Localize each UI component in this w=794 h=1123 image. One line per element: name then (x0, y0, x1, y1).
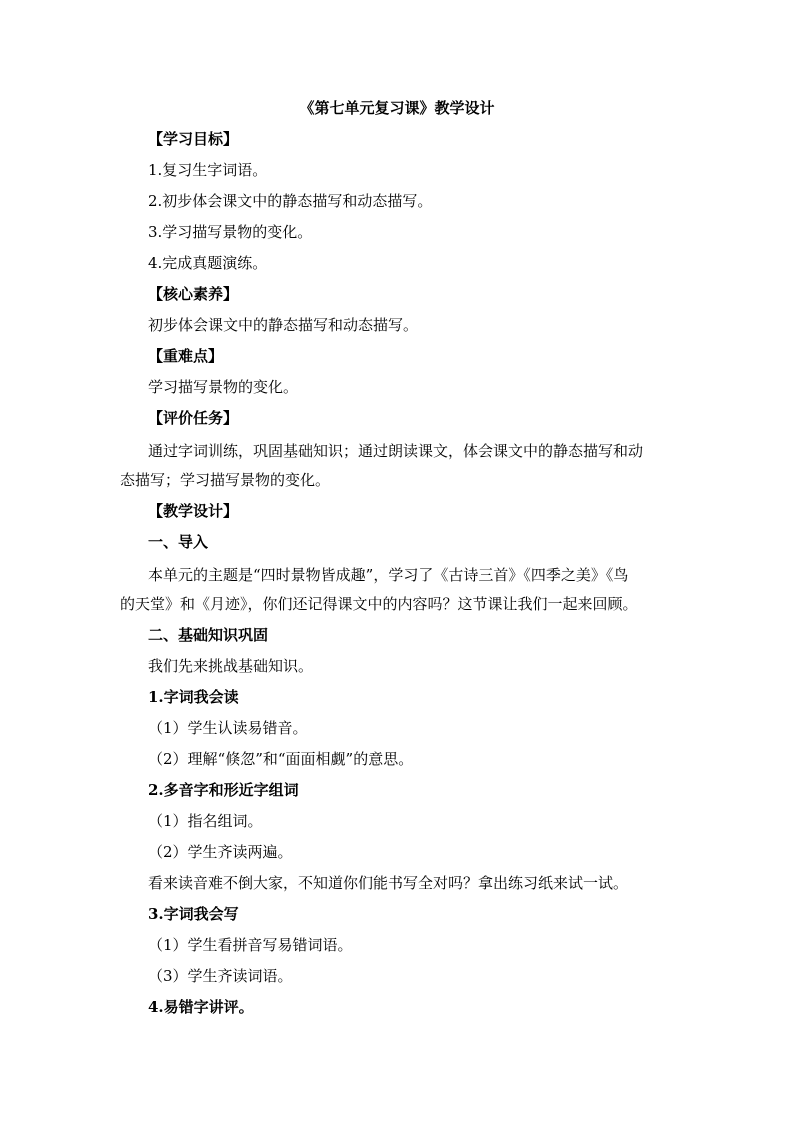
evaluation-paragraph (120, 437, 680, 499)
intro-paragraph (120, 561, 680, 623)
intro-heading: 一、导入 (148, 533, 209, 551)
document-title: 《第七单元复习课》教学设计 (299, 99, 495, 117)
item2-heading: 2.多音字和形近字组词 (148, 781, 299, 799)
objective-item: 2.初步体会课文中的静态描写和动态描写。 (148, 192, 433, 210)
basics-heading: 二、基础知识巩固 (148, 626, 269, 644)
objective-item: 1.复习生字词语。 (148, 161, 268, 179)
item2-point: （2）学生齐读两遍。 (148, 843, 293, 861)
evaluation-line: 通过字词训练，巩固基础知识；通过朗读课文，体会课文中的静态描写和动 (148, 442, 644, 460)
keypoints-heading: 【重难点】 (148, 347, 224, 365)
objective-item: 3.学习描写景物的变化。 (148, 223, 313, 241)
item4-heading: 4.易错字讲评。 (148, 998, 254, 1016)
item1-point: （1）学生认读易错音。 (148, 719, 308, 737)
design-heading: 【教学设计】 (148, 502, 239, 520)
objective-item: 4.完成真题演练。 (148, 254, 268, 272)
basics-intro: 我们先来挑战基础知识。 (148, 657, 314, 675)
intro-line: 本单元的主题是“四时景物皆成趣”，学习了《古诗三首》《四季之美》《鸟 (148, 566, 629, 584)
evaluation-heading: 【评价任务】 (148, 409, 239, 427)
evaluation-line: 态描写；学习描写景物的变化。 (120, 471, 331, 489)
item1-heading: 1.字词我会读 (148, 688, 239, 706)
item3-point: （3）学生齐读词语。 (148, 967, 293, 985)
objectives-heading: 【学习目标】 (148, 130, 239, 148)
item3-heading: 3.字词我会写 (148, 905, 239, 923)
literacy-heading: 【核心素养】 (148, 285, 239, 303)
item2-point: （1）指名组词。 (148, 812, 263, 830)
item3-point: （1）学生看拼音写易错词语。 (148, 936, 353, 954)
literacy-text: 初步体会课文中的静态描写和动态描写。 (148, 316, 419, 334)
keypoints-text: 学习描写景物的变化。 (148, 378, 299, 396)
document-body (120, 127, 680, 1026)
transition-text: 看来读音难不倒大家，不知道你们能书写全对吗？拿出练习纸来试一试。 (148, 874, 629, 892)
item1-point: （2）理解“倏忽”和“面面相觑”的意思。 (148, 750, 414, 768)
intro-line: 的天堂》和《月迹》，你们还记得课文中的内容吗？这节课让我们一起来回顾。 (120, 595, 638, 613)
